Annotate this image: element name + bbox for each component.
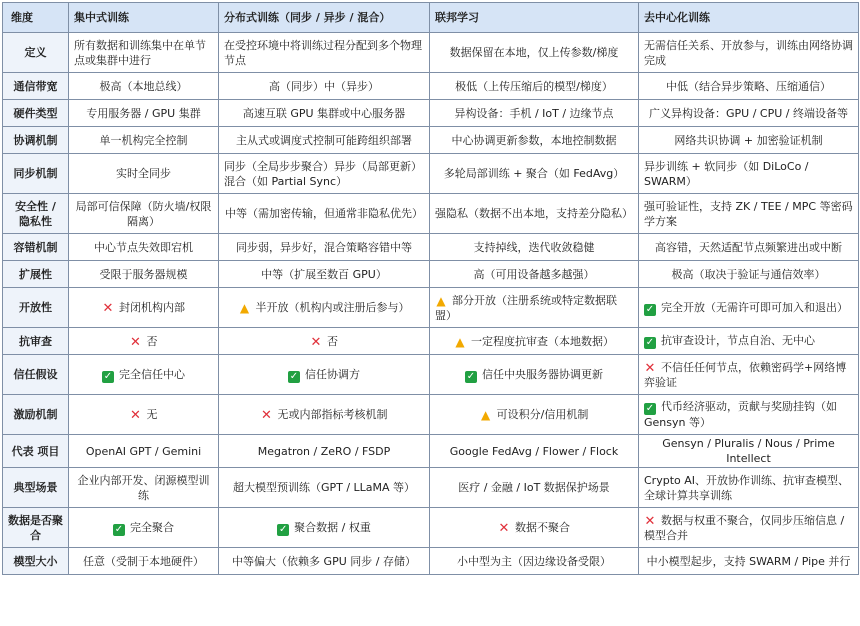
row-dimension: 抗审查 (3, 328, 69, 355)
cross-icon: ✕ (130, 408, 141, 423)
row-dimension: 定义 (3, 33, 69, 73)
check-icon: ✓ (645, 303, 655, 315)
cell-text: 实时全同步 (116, 167, 171, 180)
cell-text: Gensyn / Pluralis / Nous / Prime Intellect (662, 437, 835, 465)
table-cell (69, 261, 219, 288)
cell-text: 在受控环境中将训练过程分配到多个物理节点 (224, 38, 422, 67)
table-cell (219, 395, 430, 435)
table-row (3, 73, 859, 100)
cell-text: 企业内部开发、闭源模型训练 (77, 473, 210, 502)
table-cell (69, 328, 219, 355)
table-row (3, 395, 859, 435)
table-row (3, 33, 859, 73)
cell-text: 主从式或调度式控制可能跨组织部署 (236, 133, 412, 147)
table-cell (430, 468, 639, 508)
row-dimension: 安全性 / 隐私性 (3, 194, 69, 234)
cell-text: 聚合数据 / 权重 (294, 520, 371, 534)
table-cell (219, 548, 430, 575)
cell-text: 一定程度抗审查（本地数据） (471, 334, 614, 348)
check-icon: ✓ (114, 523, 124, 535)
table-cell (639, 395, 859, 435)
table-row (3, 127, 859, 154)
table-cell (639, 468, 859, 508)
table-cell (219, 435, 430, 468)
table-cell (639, 508, 859, 548)
warning-icon: ▲ (436, 293, 446, 308)
table-cell (219, 127, 430, 154)
cell-text: 数据不聚合 (515, 521, 570, 534)
table-cell (219, 100, 430, 127)
table-cell (430, 395, 639, 435)
cell-text: Google FedAvg / Flower / Flock (449, 444, 619, 458)
row-dimension: 代表 项目 (3, 435, 69, 468)
table-cell (69, 127, 219, 154)
row-dimension: 典型场景 (3, 468, 69, 508)
cell-text: 抗审查设计，节点自治、无中心 (661, 334, 815, 347)
table-cell (430, 100, 639, 127)
table-row (3, 261, 859, 288)
cell-text: 网络共识协调 + 加密验证机制 (674, 133, 823, 147)
cell-text: 无需信任关系、开放参与，训练由网络协调完成 (644, 38, 853, 67)
cell-text: 异步训练 + 软同步（如 DiLoCo / SWARM） (644, 159, 809, 188)
cell-text: 代币经济驱动，贡献与奖励挂钩（如 Gensyn 等） (644, 400, 837, 429)
table-cell (69, 435, 219, 468)
cell-text: 广义异构设备：GPU / CPU / 终端设备等 (649, 106, 848, 120)
check-icon: ✓ (289, 370, 299, 382)
cell-text: 高（可用设备越多越强） (473, 267, 595, 281)
cell-text: 高速互联 GPU 集群或中心服务器 (242, 106, 406, 120)
row-dimension: 容错机制 (3, 234, 69, 261)
table-cell (219, 261, 430, 288)
cell-text: 数据保留在本地，仅上传参数/梯度 (449, 46, 619, 59)
table-row (3, 234, 859, 261)
table-cell (69, 355, 219, 395)
cell-text: 完全信任中心 (119, 367, 185, 381)
table-cell (430, 154, 639, 194)
header-row (3, 3, 859, 33)
cell-text: 多轮局部训练 + 聚合（如 FedAvg） (443, 167, 625, 180)
table-cell (69, 468, 219, 508)
cross-icon: ✕ (261, 408, 272, 423)
table-cell (69, 548, 219, 575)
table-row (3, 328, 859, 355)
table-cell (430, 508, 639, 548)
row-dimension: 同步机制 (3, 154, 69, 194)
table-cell (639, 548, 859, 575)
cell-text: 强隐私（数据不出本地，支持差分隐私） (435, 207, 633, 220)
cross-icon: ✕ (644, 513, 656, 529)
cell-text: 医疗 / 金融 / IoT 数据保护场景 (458, 481, 610, 494)
table-cell (430, 435, 639, 468)
table-cell (69, 234, 219, 261)
table-cell (639, 194, 859, 234)
cell-text: 否 (146, 334, 158, 348)
cell-text: 强可验证性，支持 ZK / TEE / MPC 等密码学方案 (644, 199, 853, 228)
cell-text: 中心节点失效即宕机 (94, 240, 193, 254)
row-dimension: 硬件类型 (3, 100, 69, 127)
table-cell (639, 328, 859, 355)
cross-icon: ✕ (498, 521, 510, 536)
header-dimension: 维度 (3, 3, 69, 33)
table-cell (430, 127, 639, 154)
cell-text: 中等（扩展至数百 GPU） (261, 267, 387, 281)
cell-text: Megatron / ZeRO / FSDP (257, 444, 391, 458)
cell-text: 高容错，天然适配节点频繁进出或中断 (655, 240, 842, 254)
table-cell (639, 100, 859, 127)
table-cell (430, 234, 639, 261)
table-cell (430, 355, 639, 395)
table-row (3, 508, 859, 548)
table-cell (219, 508, 430, 548)
table-cell (639, 355, 859, 395)
table-row (3, 100, 859, 127)
cell-text: 数据与权重不聚合，仅同步压缩信息 / 模型合并 (644, 513, 845, 542)
cell-text: 中等（需加密传输，但通常非隐私优先） (225, 207, 423, 220)
table-row (3, 435, 859, 468)
table-cell (430, 288, 639, 328)
check-icon: ✓ (278, 523, 288, 535)
cell-text: Crypto AI、开放协作训练、抗审查模型、全球计算共享训练 (644, 473, 850, 502)
warning-icon: ▲ (481, 408, 491, 422)
cell-text: 专用服务器 / GPU 集群 (86, 106, 201, 120)
cell-text: 信任中央服务器协调更新 (482, 367, 603, 381)
cell-text: 中心协调更新参数，本地控制数据 (451, 133, 617, 147)
cell-text: 异构设备：手机 / IoT / 边缘节点 (454, 106, 614, 120)
table-cell (430, 33, 639, 73)
table-row (3, 355, 859, 395)
table-row (3, 154, 859, 194)
cell-text: 任意（受制于本地硬件） (83, 554, 204, 568)
row-dimension: 扩展性 (3, 261, 69, 288)
cross-icon: ✕ (102, 301, 114, 316)
cross-icon: ✕ (644, 360, 656, 376)
check-icon: ✓ (103, 370, 113, 382)
table-cell (69, 288, 219, 328)
cell-text: 极高（取决于验证与通信效率） (671, 267, 826, 281)
cell-text: 受限于服务器规模 (99, 267, 188, 281)
cell-text: 无或内部指标考核机制 (277, 408, 388, 421)
table-row (3, 194, 859, 234)
cell-text: 局部可信保障（防火墙/权限隔离） (75, 199, 212, 228)
table-cell (219, 355, 430, 395)
cross-icon: ✕ (130, 334, 141, 350)
table-cell (69, 395, 219, 435)
row-dimension: 开放性 (3, 288, 69, 328)
row-dimension: 模型大小 (3, 548, 69, 575)
row-dimension: 激励机制 (3, 395, 69, 435)
table-cell (639, 234, 859, 261)
table-cell (219, 468, 430, 508)
cell-text: 中等偏大（依赖多 GPU 同步 / 存储） (232, 554, 416, 568)
table-cell (430, 194, 639, 234)
cell-text: 部分开放（注册系统或特定数据联盟） (435, 293, 617, 322)
table-cell (219, 288, 430, 328)
cross-icon: ✕ (310, 334, 322, 350)
warning-icon: ▲ (239, 301, 250, 315)
cell-text: 中小模型起步，支持 SWARM / Pipe 并行 (646, 554, 851, 568)
table-cell (639, 73, 859, 100)
cell-text: 小中型为主（因边缘设备受限） (457, 554, 611, 568)
cell-text: 高（同步）中（异步） (269, 79, 379, 93)
table-cell (430, 548, 639, 575)
cell-text: 完全聚合 (130, 520, 174, 534)
cell-text: 中低（结合异步策略、压缩通信） (666, 79, 831, 93)
cell-text: 否 (327, 334, 338, 348)
table-cell (219, 328, 430, 355)
comparison-table (2, 2, 859, 575)
cell-text: 极低（上传压缩后的模型/梯度） (455, 79, 613, 93)
check-icon: ✓ (645, 337, 655, 348)
table-cell (69, 194, 219, 234)
warning-icon: ▲ (455, 334, 465, 349)
header-distributed: 分布式训练（同步 / 异步 / 混合） (219, 3, 430, 33)
cell-text: 不信任任何节点，依赖密码学+网络博弈验证 (644, 360, 847, 389)
cell-text: 极高（本地总线） (99, 79, 188, 93)
table-body (3, 33, 859, 575)
table-row (3, 548, 859, 575)
table-cell (219, 154, 430, 194)
table-cell (219, 234, 430, 261)
check-icon: ✓ (645, 403, 655, 414)
cell-text: 同步（全局步步聚合）异步（局部更新）混合（如 Partial Sync） (224, 159, 422, 188)
cell-text: 超大模型预训练（GPT / LLaMA 等） (232, 481, 416, 494)
cell-text: OpenAI GPT / Gemini (85, 444, 202, 458)
cell-text: 同步弱，异步好，混合策略容错中等 (236, 240, 412, 254)
table-cell (639, 154, 859, 194)
table-cell (219, 33, 430, 73)
cell-text: 可设积分/信用机制 (496, 408, 589, 421)
row-dimension: 协调机制 (3, 127, 69, 154)
table-cell (69, 100, 219, 127)
header-decentralized: 去中心化训练 (639, 3, 859, 33)
header-federated: 联邦学习 (430, 3, 639, 33)
table-row (3, 468, 859, 508)
table-cell (430, 261, 639, 288)
row-dimension: 数据是否聚合 (3, 508, 69, 548)
table-cell (430, 328, 639, 355)
cell-text: 半开放（机构内或注册后参与） (255, 301, 410, 314)
cell-text: 支持掉线，迭代收敛稳健 (473, 240, 595, 254)
table-cell (430, 73, 639, 100)
table-cell (69, 154, 219, 194)
cell-text: 单一机构完全控制 (99, 133, 188, 147)
cell-text: 封闭机构内部 (119, 301, 185, 314)
row-dimension: 通信带宽 (3, 73, 69, 100)
table-cell (639, 127, 859, 154)
cell-text: 所有数据和训练集中在单节点或集群中进行 (74, 38, 206, 67)
table-cell (69, 33, 219, 73)
row-dimension: 信任假设 (3, 355, 69, 395)
header-centralized: 集中式训练 (69, 3, 219, 33)
table-row (3, 288, 859, 328)
table-cell (69, 508, 219, 548)
table-cell (219, 73, 430, 100)
table-cell (639, 33, 859, 73)
table-cell (69, 73, 219, 100)
cell-text: 信任协调方 (305, 367, 360, 381)
table-cell (639, 435, 859, 468)
table-cell (639, 288, 859, 328)
cell-text: 无 (146, 408, 158, 421)
cell-text: 完全开放（无需许可即可加入和退出） (661, 300, 848, 314)
table-cell (639, 261, 859, 288)
table-cell (219, 194, 430, 234)
check-icon: ✓ (466, 370, 476, 382)
